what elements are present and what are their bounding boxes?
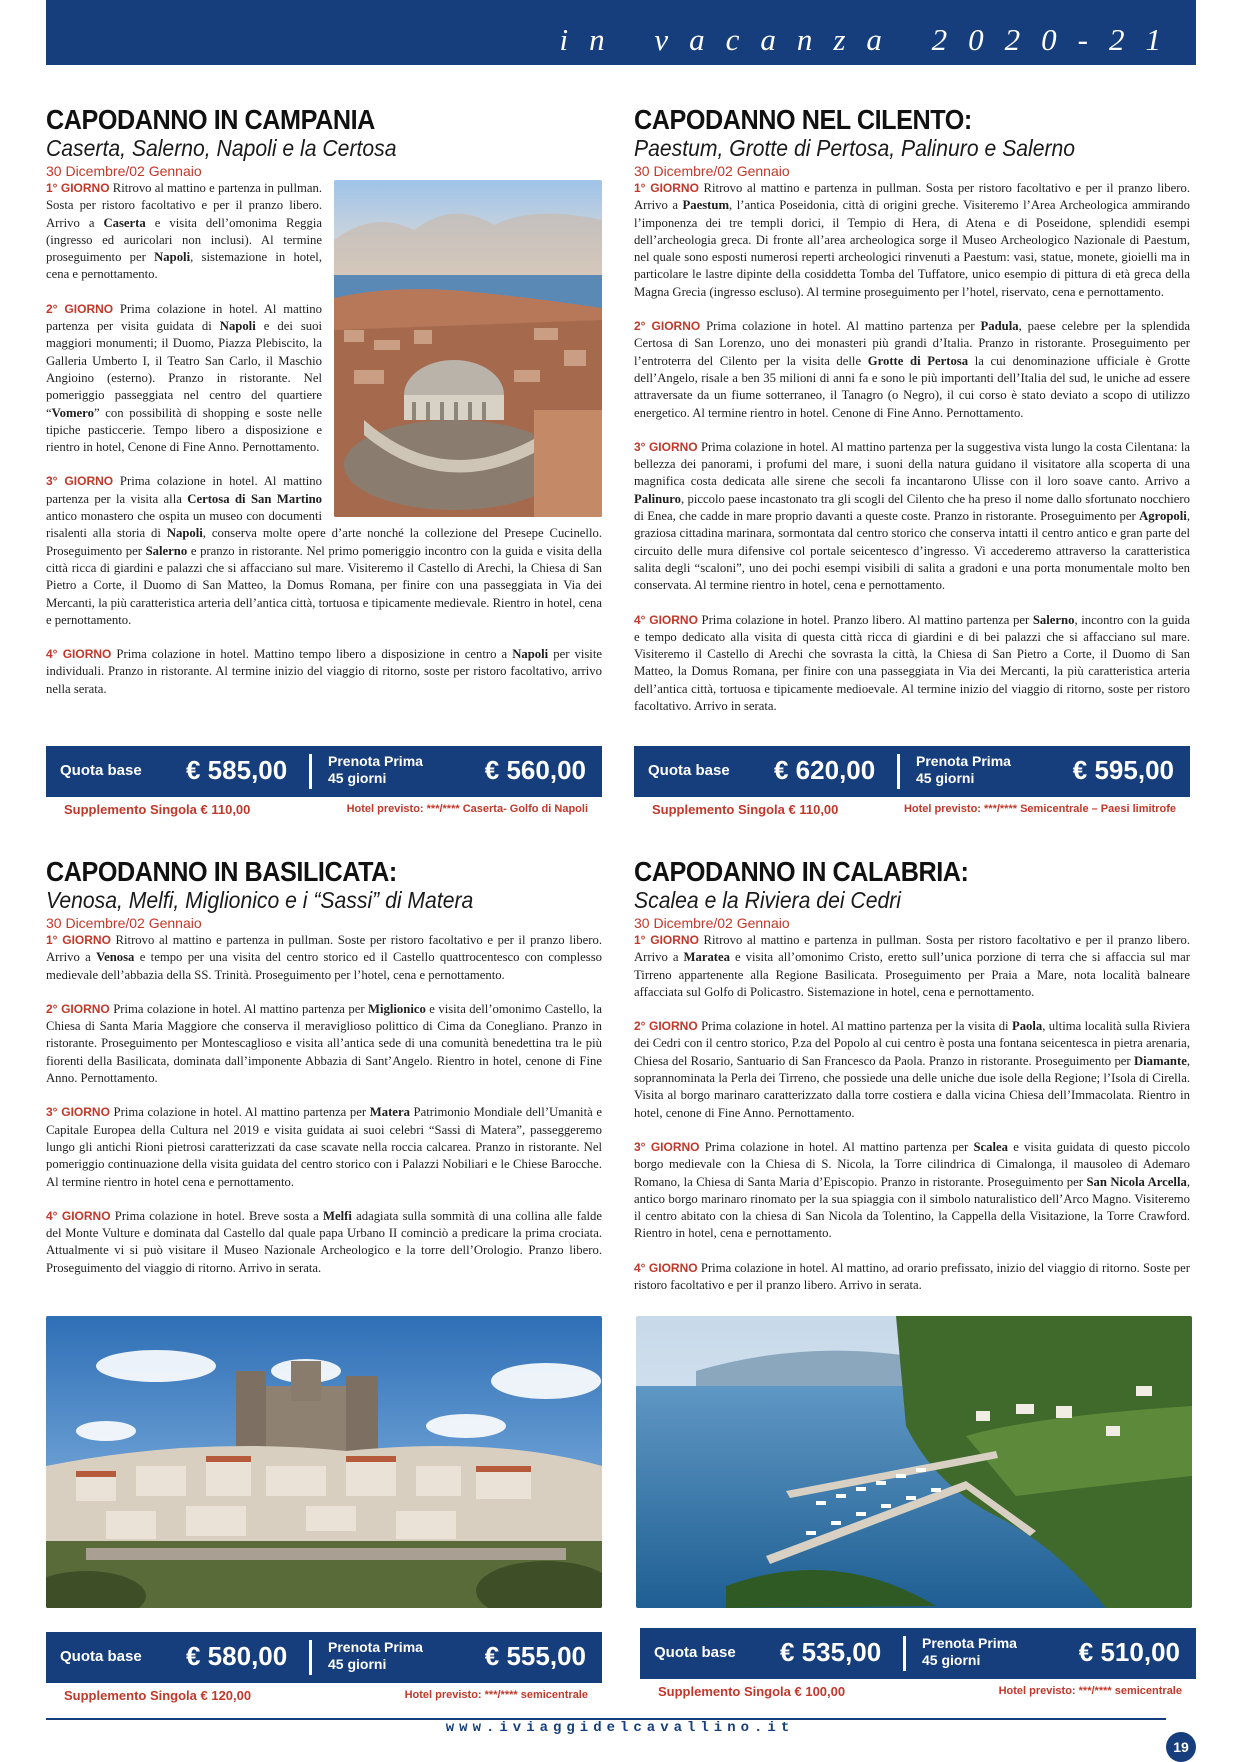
calabria-price-bar bbox=[640, 1628, 1196, 1679]
cilento-quota-label: Quota base bbox=[648, 762, 730, 779]
cilento-day2-text: , paese celebre per la splendida Certosa di San Lorenzo, uno dei monasteri più grandi d’Italia. Pranzo in ristorante. Proseguimento per l’entroterra del Cilento per la visita delle bbox=[634, 319, 1190, 368]
calabria-day3-text: e visita guidata di questo piccolo borgo medievale con la Chiesa di S. Nicola, la Torre cilindrica di Cimalonga, il mausoleo di Ademaro Romano, la Chiesa di Santa Maria d’Episcopio. Pranzo in ristorante. Proseguimento per bbox=[634, 1139, 1190, 1189]
campania-quota-label: Quota base bbox=[60, 762, 142, 779]
header-bar bbox=[46, 0, 1196, 65]
section-calabria bbox=[634, 856, 1190, 1311]
campania-supplemento: Supplemento Singola € 110,00 bbox=[64, 802, 251, 817]
cilento-day1-label: 1° GIORNO bbox=[634, 181, 699, 195]
header-brand: in vacanza 2020-21 bbox=[559, 22, 1182, 57]
campania-day1-place: Napoli bbox=[154, 250, 191, 265]
campania-day2-text: Prima colazione in hotel. Al mattino partenza per visita guidata di bbox=[46, 301, 322, 334]
campania-day4-label: 4° GIORNO bbox=[46, 647, 112, 662]
cilento-body bbox=[634, 180, 1190, 715]
campania-prenota-label bbox=[328, 753, 423, 787]
cilento-day4-text: Prima colazione in hotel. Pranzo libero. Al mattino partenza per bbox=[697, 612, 1033, 627]
basilicata-day2-label: 2° GIORNO bbox=[46, 1001, 110, 1016]
naples-photo bbox=[334, 180, 602, 517]
price-separator bbox=[903, 1636, 906, 1671]
cilento-day3-label: 3° GIORNO bbox=[634, 439, 698, 454]
prenota-line2: 45 giorni bbox=[328, 1656, 387, 1672]
basilicata-day1-place: Venosa bbox=[96, 950, 135, 965]
prenota-line1: Prenota Prima bbox=[328, 753, 423, 769]
campania-day3-place: Salerno bbox=[145, 543, 188, 558]
basilicata-day3-label: 3° GIORNO bbox=[46, 1105, 110, 1120]
calabria-day2-label: 2° GIORNO bbox=[634, 1019, 698, 1034]
basilicata-quota-value: € 580,00 bbox=[186, 1641, 288, 1671]
calabria-subtitle: Scalea e la Riviera dei Cedri bbox=[634, 887, 901, 913]
cilento-dates: 30 Dicembre/02 Gennaio bbox=[634, 163, 790, 179]
footer-url[interactable]: www.iviaggidelcavallino.it bbox=[445, 1720, 795, 1736]
prenota-line1: Prenota Prima bbox=[328, 1639, 423, 1655]
cilento-day3-text: , graziosa cittadina marinara, sormontata dal centro storico che conserva intatti il centro antico e gran parte del circuito delle mura difensive col portale seicentesco d’ingresso. Vi accederemo attraverso la caratteristica salita degli “scaloni”, uno dei pochi esempi visibili di salita a gradoni e una porta monumentale molto ben conservata. Al termine rientro in hotel, cena e pernottamento. bbox=[634, 509, 1190, 593]
cilento-day1-text: , l’antica Poseidonia, città di origini greche. Visiteremo l’Area Archeologica ammirando l’imponenza dei tre templi dorici, il Tempio di Hera, di Atena e di Poseidone, splendidi esempi dell’archeologia greca. Di fronte all’area archeologica sorge il Museo Archeologico Nazionale di Paestum, nel quale sono esposti numerosi reperti archeologici rinvenuti a Paestum: vasi, statue, monete, gioielli ma in particolare le lastre dipinte della cosiddetta Tomba del Tuffatore, unico esempio di pittura di età greca della Magna Grecia (ingresso escluso). Al termine proseguimento per l’hotel, riservato, cena e pernottamento. bbox=[634, 198, 1190, 299]
calabria-day2-text: Prima colazione in hotel. Al mattino partenza per la visita di bbox=[697, 1019, 1012, 1034]
melfi-photo bbox=[46, 1316, 602, 1608]
campania-quota-value: € 585,00 bbox=[186, 755, 288, 785]
basilicata-day4-place: Melfi bbox=[322, 1208, 352, 1223]
basilicata-title: CAPODANNO IN BASILICATA: bbox=[46, 856, 397, 887]
calabria-day3-place: Scalea bbox=[973, 1139, 1009, 1154]
campania-day1-text: e visita dell’omonima Reggia (ingresso ed auricolari non inclusi). Al termine proseguimento per bbox=[46, 215, 322, 265]
basilicata-quota-label: Quota base bbox=[60, 1648, 142, 1665]
prenota-line1: Prenota Prima bbox=[922, 1635, 1017, 1651]
basilicata-prenota-value: € 555,00 bbox=[484, 1641, 586, 1671]
campania-price-bar bbox=[46, 746, 602, 797]
basilicata-hotel: Hotel previsto: ***/**** semicentrale bbox=[404, 1689, 588, 1701]
campania-day2-place: Vomero bbox=[51, 405, 94, 420]
calabria-quota-label: Quota base bbox=[654, 1644, 736, 1661]
calabria-day1-text: Ritrovo al mattino e partenza in pullman. Sosta per ristoro facoltativo e per il pranzo libero. Arrivo a bbox=[634, 933, 1191, 965]
cilento-price-bar bbox=[634, 746, 1190, 797]
basilicata-day3-text: Prima colazione in hotel. Al mattino partenza per bbox=[109, 1105, 370, 1120]
cilento-day2-text: la cui denominazione ufficiale è Grotte dell’Angelo, risale a ben 35 milioni di anni fa e sono le più importanti dell’Italia del sud, le uniche ad essere attraversate da un fiume sotterraneo, il Tanagro (o Negro), il cui corso è stato deviato a scopo di utilizzo energetico. Al termine rientro in hotel. Cenone di Fine Anno. Pernottamento. bbox=[634, 353, 1190, 420]
basilicata-day1-text: e tempo per una visita del centro storico ed il Castello quattrocentesco con complesso medievale dell’abbazia della SS. Trinità. Proseguimento per l’hotel, cena e pernottamento. bbox=[46, 950, 602, 982]
calabria-day1-text: e visita all’omonimo Cristo, eretto sull’unica porzione di terra che si affaccia sul mar Tirreno appartenente alla Regione Basilicata. Proseguimento per Praia a Mare, nota località balneare affacciata sul Golfo di Policastro. Sistemazione in hotel, cena e pernottamento. bbox=[634, 950, 1190, 999]
calabria-day3-label: 3° GIORNO bbox=[634, 1139, 700, 1154]
calabria-day2-place: Diamante bbox=[1133, 1053, 1187, 1068]
basilicata-supplemento: Supplemento Singola € 120,00 bbox=[64, 1688, 252, 1703]
prenota-line1: Prenota Prima bbox=[916, 753, 1011, 769]
campania-day4-place: Napoli bbox=[512, 647, 549, 662]
basilicata-day1-label: 1° GIORNO bbox=[46, 933, 111, 947]
campania-day3-place: Napoli bbox=[166, 526, 203, 541]
basilicata-day4-text: adagiata sulla sommità di una collina alle falde del Monte Vulture e dominata dal Castello dal quale papa Urbano II cominciò a predicare la prima crociata. Attualmente vi si può visitare il Museo Nazionale Archeologico e la torre dell’Orologio. Pranzo libero. Proseguimento del viaggio di ritorno. Arrivo in serata. bbox=[46, 1208, 602, 1275]
cilento-prenota-value: € 595,00 bbox=[1072, 755, 1174, 785]
scalea-harbor-photo bbox=[636, 1316, 1192, 1608]
calabria-day4-label: 4° GIORNO bbox=[634, 1260, 698, 1275]
basilicata-day3-place: Matera bbox=[369, 1105, 410, 1120]
calabria-day2-text: , soprannominata la Perla dei Tirreno, che possiede una delle uniche due isole della Regione; l’Isola di Cirella. Visita al borgo marinaro caratterizzato dalla torre costiera e dalla vicina Chiesa dell’Immacolata. Rientro in hotel, cenone di Fine Anno. Pernottamento. bbox=[634, 1053, 1190, 1120]
section-campania bbox=[46, 104, 602, 715]
prenota-line2: 45 giorni bbox=[328, 770, 387, 786]
basilicata-dates: 30 Dicembre/02 Gennaio bbox=[46, 915, 202, 931]
campania-prenota-value: € 560,00 bbox=[484, 755, 586, 785]
calabria-day3-place: San Nicola Arcella bbox=[1086, 1174, 1187, 1189]
calabria-day3-text: , antico borgo marinaro rinomato per la sua spiaggia con il simbolo naturalistico dell’Arco Magno. Visiteremo il centro abitato con la chiesa di San Nicola da Tolentino, la Cappella della Visitazione, la Torre Crawford. Rientro in hotel, cena e pernottamento. bbox=[634, 1174, 1190, 1241]
campania-notes bbox=[46, 800, 602, 820]
cilento-day2-text: Prima colazione in hotel. Al mattino partenza per bbox=[700, 319, 981, 334]
campania-day2-text: ” con possibilità di shopping e soste nelle tipiche pasticcerie. Tempo libero a disposizione e rientro in hotel, Cenone di Fine Anno. Pernottamento. bbox=[46, 405, 322, 455]
campania-day3-place: Certosa di San Martino bbox=[187, 491, 322, 506]
calabria-day1-label: 1° GIORNO bbox=[634, 933, 699, 947]
cilento-notes bbox=[634, 800, 1190, 820]
section-cilento bbox=[634, 104, 1190, 732]
campania-day3-label: 3° GIORNO bbox=[46, 474, 114, 489]
cilento-day2-place: Padula bbox=[980, 319, 1019, 334]
cilento-hotel: Hotel previsto: ***/**** Semicentrale – Paesi limitrofe bbox=[903, 803, 1176, 815]
price-separator bbox=[309, 754, 312, 789]
price-separator bbox=[309, 1640, 312, 1675]
calabria-notes bbox=[640, 1682, 1196, 1702]
campania-day1-label: 1° GIORNO bbox=[46, 181, 110, 195]
calabria-day4-text: Prima colazione in hotel. Al mattino, ad orario prefissato, inizio del viaggio di ritorno. Soste per ristoro facoltativo e per il pranzo libero. Arrivo in serata. bbox=[634, 1260, 1190, 1293]
calabria-body bbox=[634, 932, 1190, 1294]
basilicata-notes bbox=[46, 1686, 602, 1706]
calabria-day1-place: Maratea bbox=[683, 950, 730, 965]
calabria-prenota-value: € 510,00 bbox=[1078, 1637, 1180, 1667]
campania-day4-text: Prima colazione in hotel. Mattino tempo libero a disposizione in centro a bbox=[111, 647, 513, 662]
calabria-dates: 30 Dicembre/02 Gennaio bbox=[634, 915, 790, 931]
campania-day3-text: e pranzo in ristorante. Nel primo pomeriggio incontro con la guida e visita della città ricca di giardini e palazzi che si affacciano sul mare. Visiteremo il Castello di Arechi, la Chiesa di San Pietro a Corte, il Duomo di San Matteo, la Domus Romana, per finire con una passeggiata in Via dei Mercanti, la più caratteristica arteria dell’antica città, tortuosa e tipicamente medievale. Rientro in hotel, cena e pernottamento. bbox=[46, 543, 602, 627]
cilento-day4-place: Salerno bbox=[1032, 612, 1075, 627]
calabria-title: CAPODANNO IN CALABRIA: bbox=[634, 856, 969, 887]
calabria-supplemento: Supplemento Singola € 100,00 bbox=[658, 1684, 846, 1699]
cilento-day3-text: , piccolo paese incastonato tra gli scogli del Cilento che ha preso il nome dallo sfortunato nocchiero di Enea, che cadde in mare proprio davanti a queste coste. Pranzo in ristorante. Proseguimento per bbox=[634, 491, 1190, 524]
calabria-day3-text: Prima colazione in hotel. Al mattino partenza per bbox=[699, 1139, 974, 1154]
cilento-day2-label: 2° GIORNO bbox=[634, 319, 701, 334]
prenota-line2: 45 giorni bbox=[922, 1652, 981, 1668]
campania-day2-text: e dei suoi maggiori monumenti; il Duomo, Piazza Plebiscito, la Galleria Umberto I, il Teatro San Carlo, il Maschio Angioino (esterno). Pranzo in ristorante. Nel pomeriggio passeggiata nel centro del quartiere “ bbox=[46, 319, 322, 420]
prenota-line2: 45 giorni bbox=[916, 770, 975, 786]
cilento-day3-place: Palinuro bbox=[634, 491, 682, 506]
campania-subtitle: Caserta, Salerno, Napoli e la Certosa bbox=[46, 135, 397, 161]
campania-hotel: Hotel previsto: ***/**** Caserta- Golfo di Napoli bbox=[346, 803, 588, 815]
cilento-day4-text: , incontro con la guida e tempo dedicato alla visita di questa città ricca di giardini e di bei palazzi che si affacciano sul mare. Visiteremo il Castello di Arechi che sovrasta la città, la Chiesa di San Pietro a Corte, il Duomo di San Matteo, la Domus Romana, per finire con una passeggiata in Via dei Mercanti, la più caratteristica arteria dell’antica città, tortuosa e tipicamente medioevale. Al termine inizio del viaggio di ritorno, soste per ristoro facoltativo. Arrivo in serata. bbox=[634, 612, 1191, 714]
calabria-day2-text: , ultima località sulla Riviera dei Cedri con il centro storico, P.za del Popolo al cui centro è posta una fontana seicentesca in pietra arenaria, Chiesa del Rosario, Santuario di San Francesco da Paola. Pranzo in ristorante. Proseguimento per bbox=[634, 1019, 1190, 1068]
campania-day3-text: antico monastero che ospita un museo con documenti risalenti alla storia di bbox=[46, 509, 322, 541]
page-number: 19 bbox=[1166, 1732, 1196, 1762]
basilicata-price-bar bbox=[46, 1632, 602, 1683]
cilento-subtitle: Paestum, Grotte di Pertosa, Palinuro e Salerno bbox=[634, 135, 1076, 161]
cilento-title: CAPODANNO NEL CILENTO: bbox=[634, 104, 972, 135]
campania-day1-text: , sistemazione in hotel, cena e pernottamento. bbox=[46, 250, 323, 282]
campania-dates: 30 Dicembre/02 Gennaio bbox=[46, 163, 202, 179]
cilento-day2-place: Grotte di Pertosa bbox=[867, 353, 969, 368]
cilento-day1-place: Paestum bbox=[682, 198, 730, 213]
calabria-hotel: Hotel previsto: ***/**** semicentrale bbox=[998, 1685, 1182, 1697]
campania-day1-place: Caserta bbox=[103, 215, 146, 230]
basilicata-day2-place: Miglionico bbox=[368, 1001, 426, 1016]
campania-day3-text: Prima colazione in hotel. Al mattino partenza per la visita alla bbox=[46, 474, 322, 506]
price-separator bbox=[897, 754, 900, 789]
cilento-supplemento: Supplemento Singola € 110,00 bbox=[652, 802, 839, 817]
campania-day2-place: Napoli bbox=[219, 319, 256, 334]
basilicata-day4-text: Prima colazione in hotel. Breve sosta a bbox=[110, 1208, 323, 1223]
section-basilicata bbox=[46, 856, 602, 1294]
basilicata-day2-text: e visita dell’omonimo Castello, la Chiesa di Santa Maria Maggiore che conserva il meraviglioso polittico di Cima da Conegliano. Pranzo in ristorante. Proseguimento per Montescaglioso e visita all’antica sede di una comunità benedettina tra le più fiorenti della Basilicata, dominata dall’imponente Abbazia di Sant’Angelo. Rientro in hotel, cenone di Fine Anno. Pernottamento. bbox=[46, 1001, 602, 1086]
basilicata-prenota-label bbox=[328, 1639, 423, 1673]
basilicata-day2-text: Prima colazione in hotel. Al mattino partenza per bbox=[109, 1001, 369, 1016]
basilicata-body bbox=[46, 932, 602, 1277]
cilento-quota-value: € 620,00 bbox=[774, 755, 876, 785]
campania-day1-text: Ritrovo al mattino e partenza in pullman. Sosta per ristoro facoltativo e per il pranzo libero. Arrivo a bbox=[46, 181, 322, 230]
cilento-day4-label: 4° GIORNO bbox=[634, 612, 698, 627]
calabria-quota-value: € 535,00 bbox=[780, 1637, 882, 1667]
campania-title: CAPODANNO IN CAMPANIA bbox=[46, 104, 375, 135]
basilicata-day1-text: Ritrovo al mattino e partenza in pullman. Soste per ristoro facoltativo e per il pranzo libero. Arrivo a bbox=[46, 933, 603, 965]
campania-day2-label: 2° GIORNO bbox=[46, 301, 114, 316]
campania-day4-text: per visite individuali. Pranzo in ristorante. Al termine inizio del viaggio di ritorno, soste per ristoro facoltativo, arrivo nella serata. bbox=[46, 647, 602, 696]
cilento-prenota-label bbox=[916, 753, 1011, 787]
cilento-day3-place: Agropoli bbox=[1139, 509, 1187, 524]
basilicata-day4-label: 4° GIORNO bbox=[46, 1208, 111, 1223]
campania-body bbox=[46, 180, 602, 698]
campania-day3-text: , conserva molte opere d’arte nonché la collezione del Presepe Cucinello. Proseguimento per bbox=[46, 526, 602, 558]
cilento-day1-text: Ritrovo al mattino e partenza in pullman. Sosta per ristoro facoltativo e per il pranzo libero. Arrivo a bbox=[634, 181, 1191, 213]
basilicata-subtitle: Venosa, Melfi, Miglionico e i “Sassi” di Matera bbox=[46, 887, 474, 913]
calabria-prenota-label bbox=[922, 1635, 1017, 1669]
cilento-day3-text: Prima colazione in hotel. Al mattino partenza per la suggestiva vista lungo la costa Cilentana: la bellezza dei panorami, i profumi del mare, i suoni della natura guidano il visitatore alla scoperta di una magnifica costa dedicata alle sirene che secoli fa incantarono Ulisse con il loro soave canto. Arrivo a bbox=[634, 439, 1190, 489]
basilicata-day3-text: Patrimonio Mondiale dell’Umanità e Capitale Europea della Cultura nel 2019 e visita guidata ai suoi celebri “Sassi di Matera”, passeggeremo lungo gli antichi Rioni pietrosi caratterizzati da case scavate nella roccia calcarea. Pranzo in ristorante. Nel pomeriggio continuazione della visita guidata del centro storico con i Palazzi Nobiliari e le Chiese Barocche. Al termine rientro in hotel cena e pernottamento. bbox=[46, 1105, 602, 1189]
calabria-day2-place: Paola bbox=[1011, 1019, 1043, 1034]
